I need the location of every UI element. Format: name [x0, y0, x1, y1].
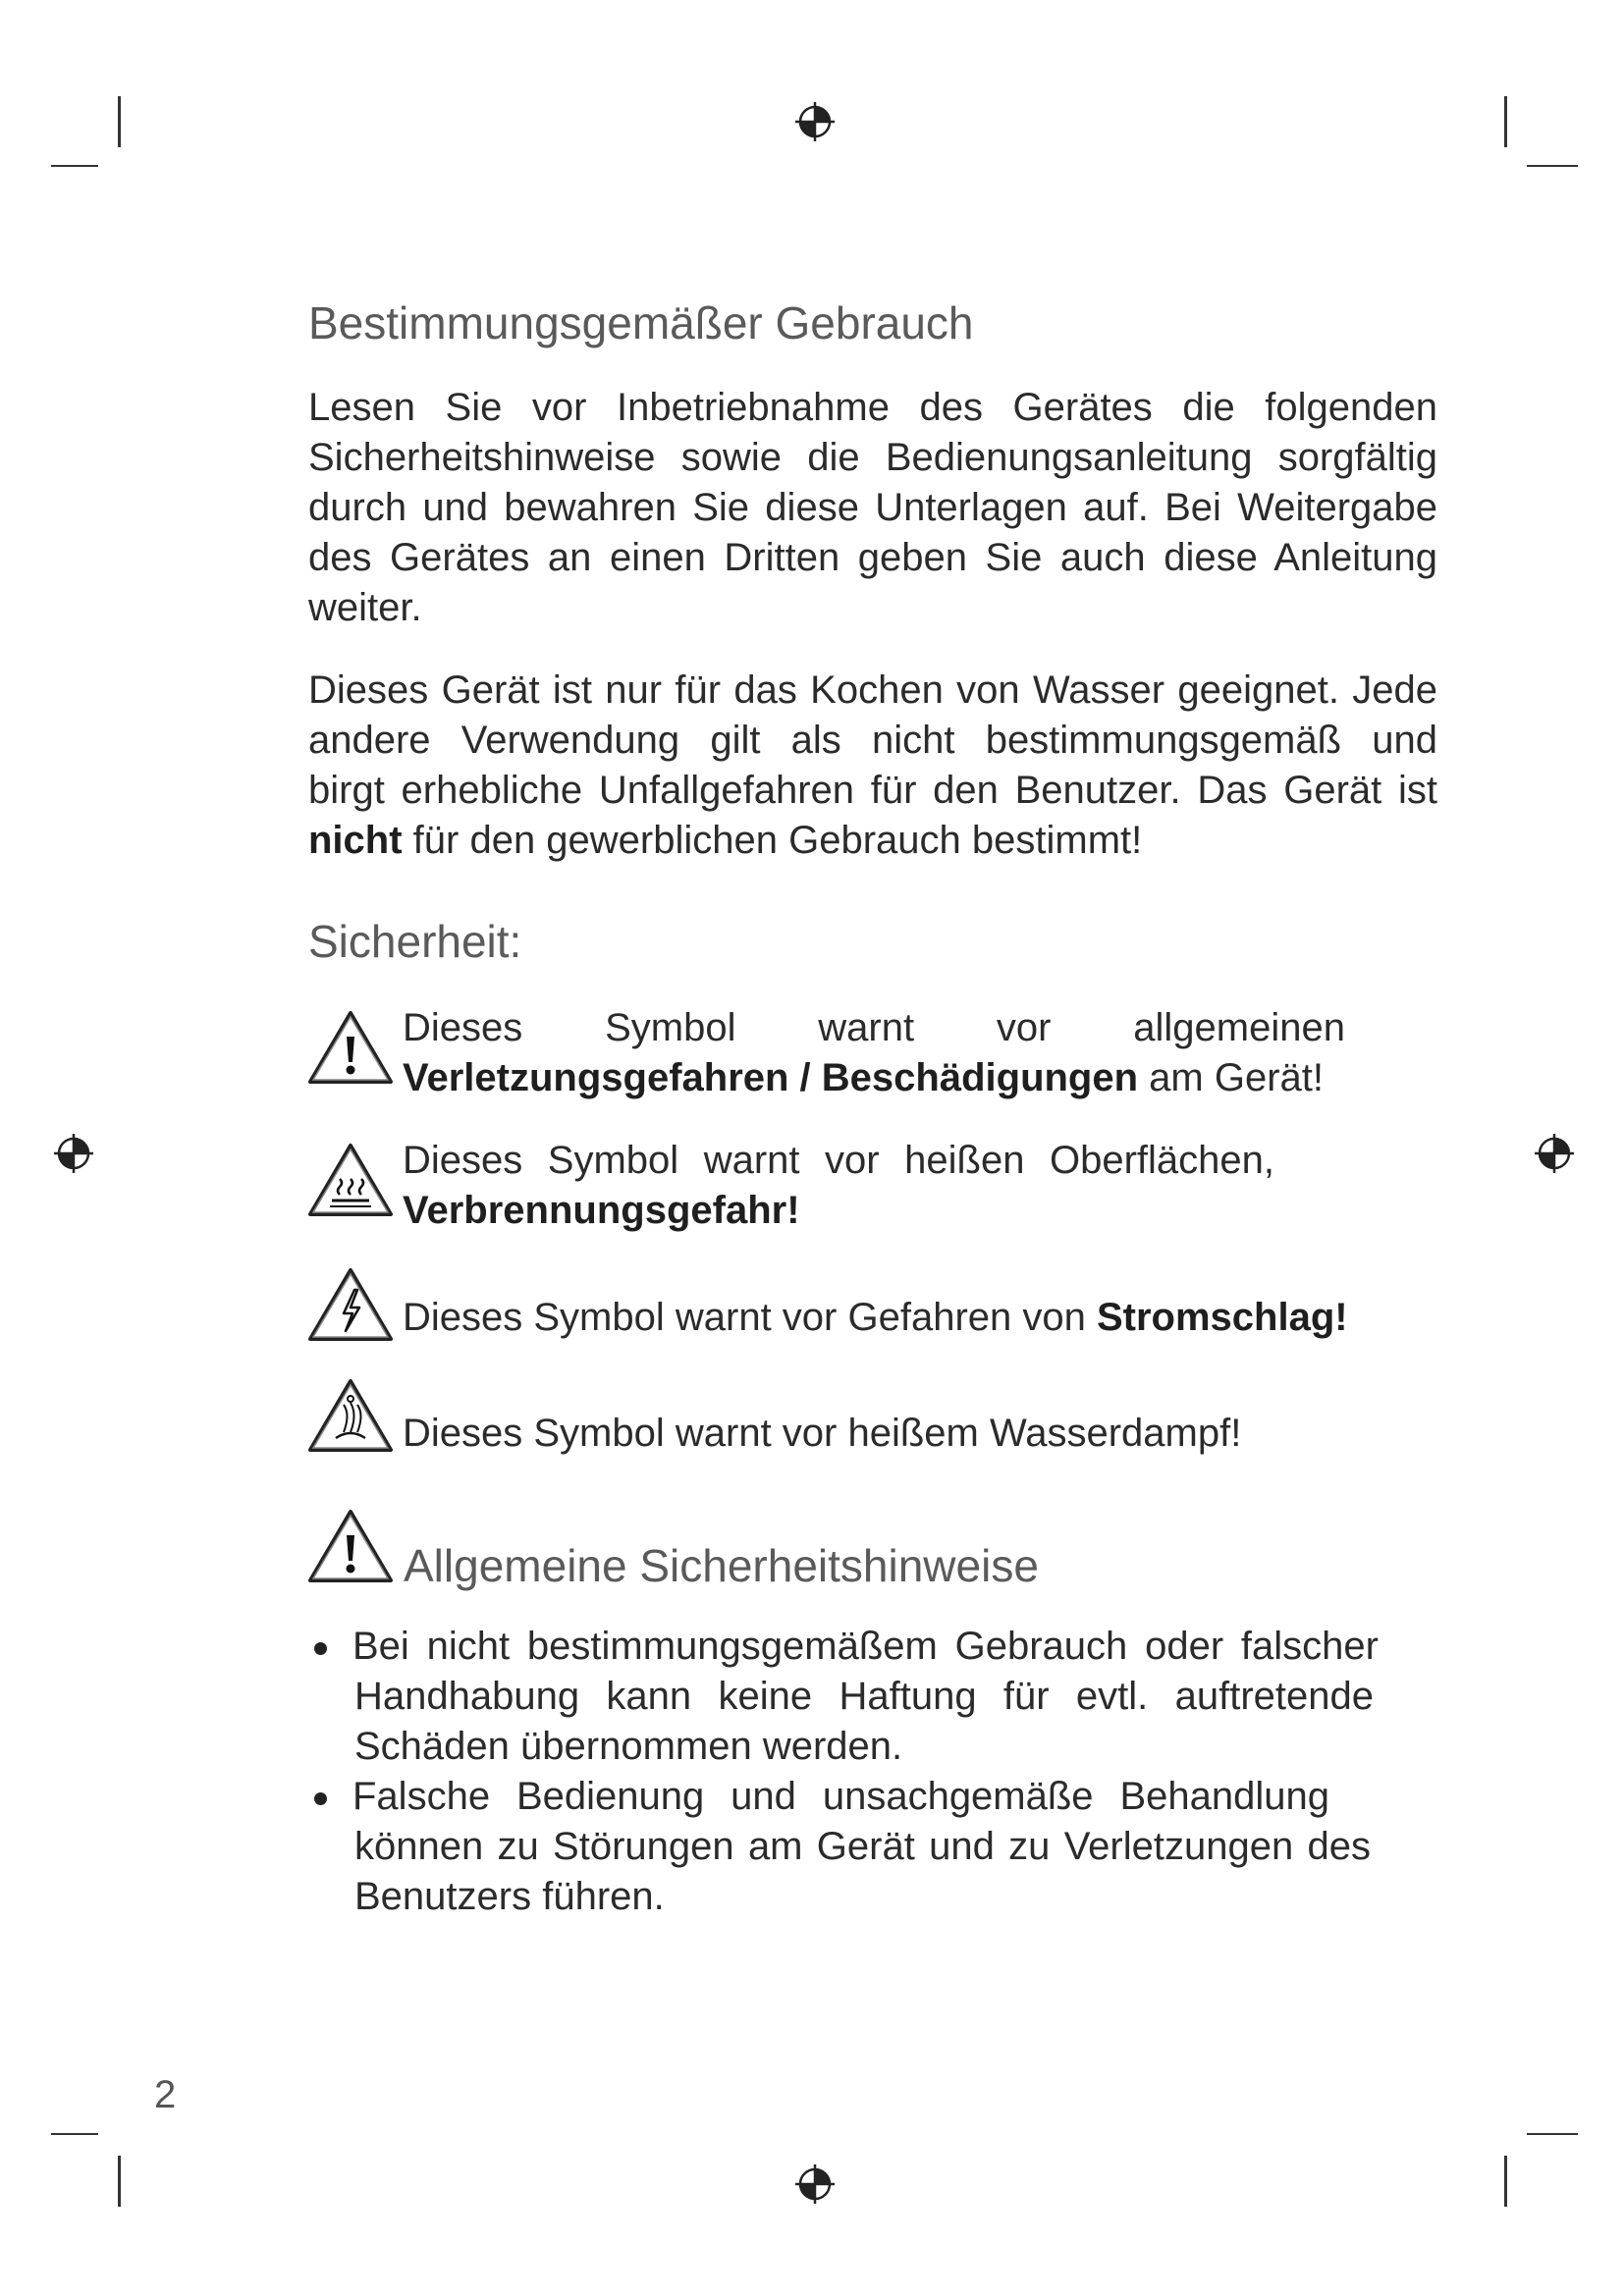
bullet-icon	[314, 1792, 327, 1805]
emphasis-burn: Verbrennungsgefahr!	[403, 1189, 800, 1232]
emphasis-injury: Verletzungsgefahren / Beschädigungen	[403, 1056, 1139, 1099]
emphasis-nicht: nicht	[308, 819, 403, 862]
symbol-line-rest: am Gerät!	[1138, 1056, 1324, 1099]
symbol-hot-steam-text	[403, 1409, 1241, 1459]
crop-mark-bottom-left-h	[51, 2133, 98, 2135]
paragraph-line: birgt erhebliche Unfallgefahren für den Benutzer. Das Gerät ist	[308, 769, 1437, 812]
bullet-icon	[314, 1642, 327, 1655]
symbol-electric-shock-text	[403, 1293, 1348, 1343]
crop-mark-bottom-right-v	[1504, 2156, 1507, 2207]
list-item	[308, 1772, 1379, 1922]
symbol-warning-text	[403, 1003, 1345, 1103]
list-line: Bei nicht bestimmungsgemäßem Gebrauch oder falscher	[352, 1625, 1379, 1668]
paragraph-line: durch und bewahren Sie diese Unterlagen auf. Bei Weitergabe	[308, 486, 1437, 529]
list-line: Schäden übernommen werden.	[354, 1725, 903, 1768]
section-title-safety: Sicherheit:	[308, 916, 522, 967]
warning-exclamation-icon	[306, 1009, 395, 1086]
symbol-line: Dieses Symbol warnt vor heißen Oberflächen,	[403, 1139, 1274, 1182]
intended-use-paragraph-2	[308, 666, 1437, 866]
crop-mark-top-left-v	[118, 96, 121, 147]
section-title-general-safety: Allgemeine Sicherheitshinweise	[404, 1540, 1039, 1591]
list-line: können zu Störungen am Gerät und zu Verletzungen des	[354, 1825, 1371, 1868]
symbol-line: Dieses Symbol warnt vor Gefahren von	[403, 1296, 1097, 1339]
crop-mark-bottom-right-h	[1527, 2133, 1578, 2135]
symbol-line	[403, 1186, 1274, 1236]
crop-mark-top-right-v	[1504, 96, 1507, 147]
general-safety-list	[308, 1622, 1379, 1922]
registration-mark-top-icon	[793, 100, 837, 143]
crop-mark-top-right-h	[1527, 165, 1578, 167]
registration-mark-right-icon	[1533, 1132, 1576, 1175]
symbol-line: Dieses Symbol warnt vor allgemeinen	[403, 1006, 1345, 1049]
paragraph-line: weiter.	[308, 586, 422, 629]
list-item	[308, 1622, 1379, 1772]
paragraph-line-rest: für den gewerblichen Gebrauch bestimmt!	[402, 819, 1143, 862]
page-number: 2	[154, 2073, 177, 2116]
crop-mark-top-left-h	[51, 165, 98, 167]
list-line: Benutzers führen.	[354, 1875, 665, 1918]
symbol-line	[403, 1053, 1345, 1103]
symbol-hot-surface-text	[403, 1136, 1274, 1236]
paragraph-line: Sicherheitshinweise sowie die Bedienungsanleitung sorgfältig	[308, 436, 1437, 479]
paragraph-line: Dieses Gerät ist nur für das Kochen von Wasser geeignet. Jede	[308, 668, 1437, 712]
intended-use-paragraph-1	[308, 383, 1437, 633]
hot-surface-icon	[306, 1142, 395, 1218]
hot-steam-icon	[306, 1377, 395, 1454]
crop-mark-bottom-left-v	[118, 2156, 121, 2207]
paragraph-line: des Gerätes an einen Dritten geben Sie auch diese Anleitung	[308, 536, 1437, 579]
section-title-intended-use: Bestimmungsgemäßer Gebrauch	[308, 297, 974, 348]
emphasis-shock: Stromschlag!	[1096, 1296, 1348, 1339]
list-line: Falsche Bedienung und unsachgemäße Behandlung	[352, 1775, 1329, 1818]
registration-mark-bottom-icon	[793, 2163, 837, 2206]
paragraph-line	[308, 816, 1437, 866]
symbol-line: Dieses Symbol warnt vor heißem Wasserdampf!	[403, 1412, 1242, 1455]
paragraph-line: Lesen Sie vor Inbetriebnahme des Gerätes die folgenden	[308, 386, 1437, 429]
paragraph-line: andere Verwendung gilt als nicht bestimmungsgemäß und	[308, 719, 1437, 762]
registration-mark-left-icon	[52, 1132, 95, 1175]
electric-shock-icon	[306, 1266, 395, 1343]
list-line: Handhabung kann keine Haftung für evtl. auftretende	[354, 1675, 1374, 1718]
warning-exclamation-icon	[306, 1508, 395, 1584]
